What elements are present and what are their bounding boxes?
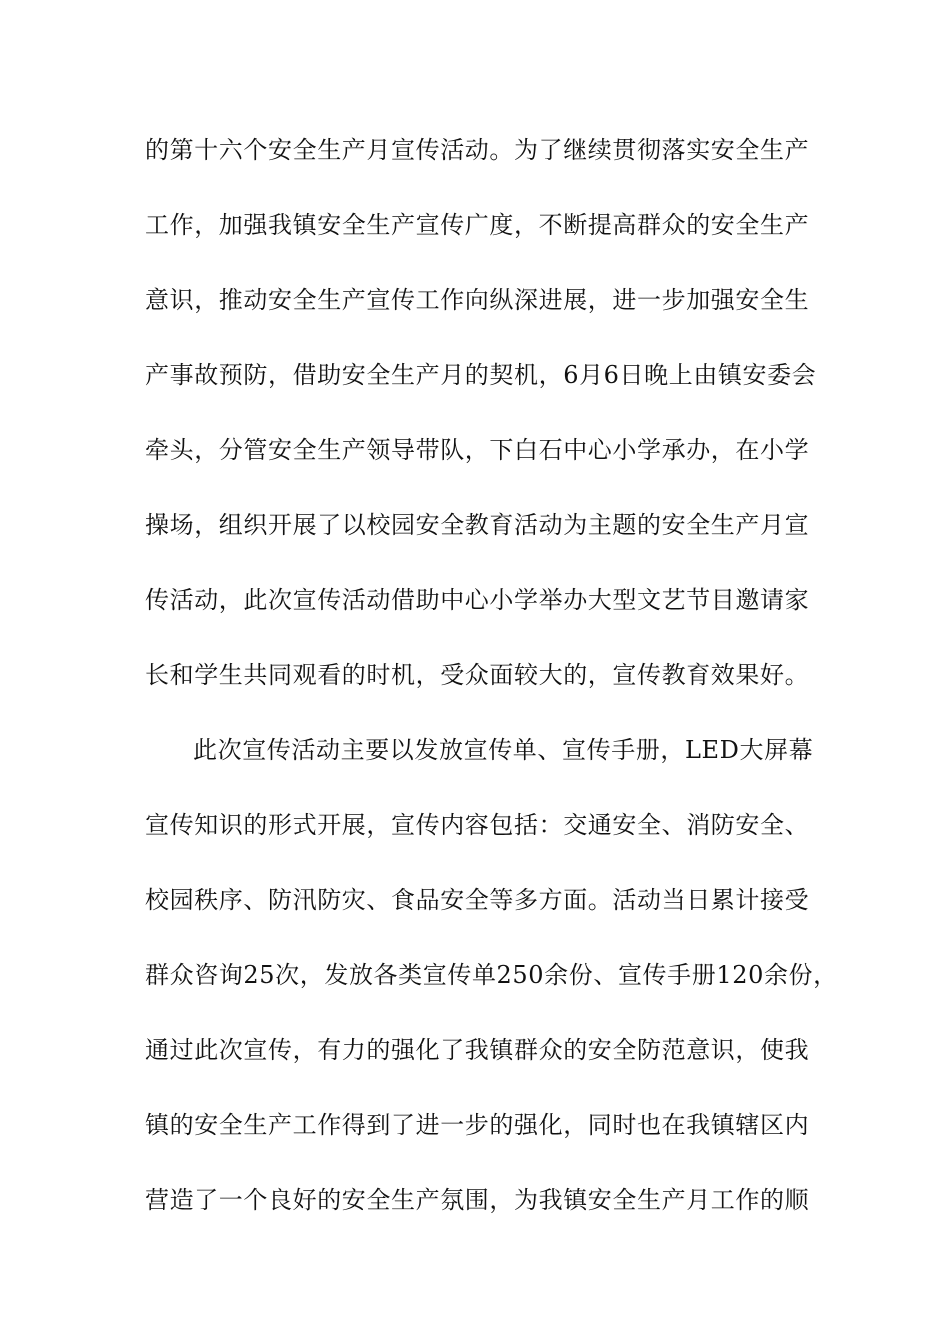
text-line: 产事故预防，借助安全生产月的契机，6月6日晚上由镇安委会: [145, 361, 817, 389]
text-line: 传活动，此次宣传活动借助中心小学举办大型文艺节目邀请家: [145, 586, 810, 614]
text-line: 校园秩序、防汛防灾、食品安全等多方面。活动当日累计接受: [145, 886, 810, 914]
text-line: 镇的安全生产工作得到了进一步的强化，同时也在我镇辖区内: [145, 1111, 810, 1139]
text-line: 的第十六个安全生产月宣传活动。为了继续贯彻落实安全生产: [145, 136, 810, 164]
text-line: 群众咨询25次，发放各类宣传单250余份、宣传手册120余份，: [145, 961, 838, 989]
text-line: 通过此次宣传，有力的强化了我镇群众的安全防范意识，使我: [145, 1036, 810, 1064]
text-line: 工作，加强我镇安全生产宣传广度，不断提高群众的安全生产: [145, 211, 810, 239]
text-line: 宣传知识的形式开展，宣传内容包括：交通安全、消防安全、: [145, 811, 810, 839]
text-line: 操场，组织开展了以校园安全教育活动为主题的安全生产月宣: [145, 511, 810, 539]
paragraph-first-line: 此次宣传活动主要以发放宣传单、宣传手册，LED大屏幕: [193, 736, 814, 764]
text-line: 意识，推动安全生产宣传工作向纵深进展，进一步加强安全生: [145, 286, 810, 314]
text-line: 长和学生共同观看的时机，受众面较大的，宣传教育效果好。: [145, 661, 810, 689]
text-line: 牵头，分管安全生产领导带队，下白石中心小学承办，在小学: [145, 436, 810, 464]
text-line: 营造了一个良好的安全生产氛围，为我镇安全生产月工作的顺: [145, 1186, 810, 1214]
